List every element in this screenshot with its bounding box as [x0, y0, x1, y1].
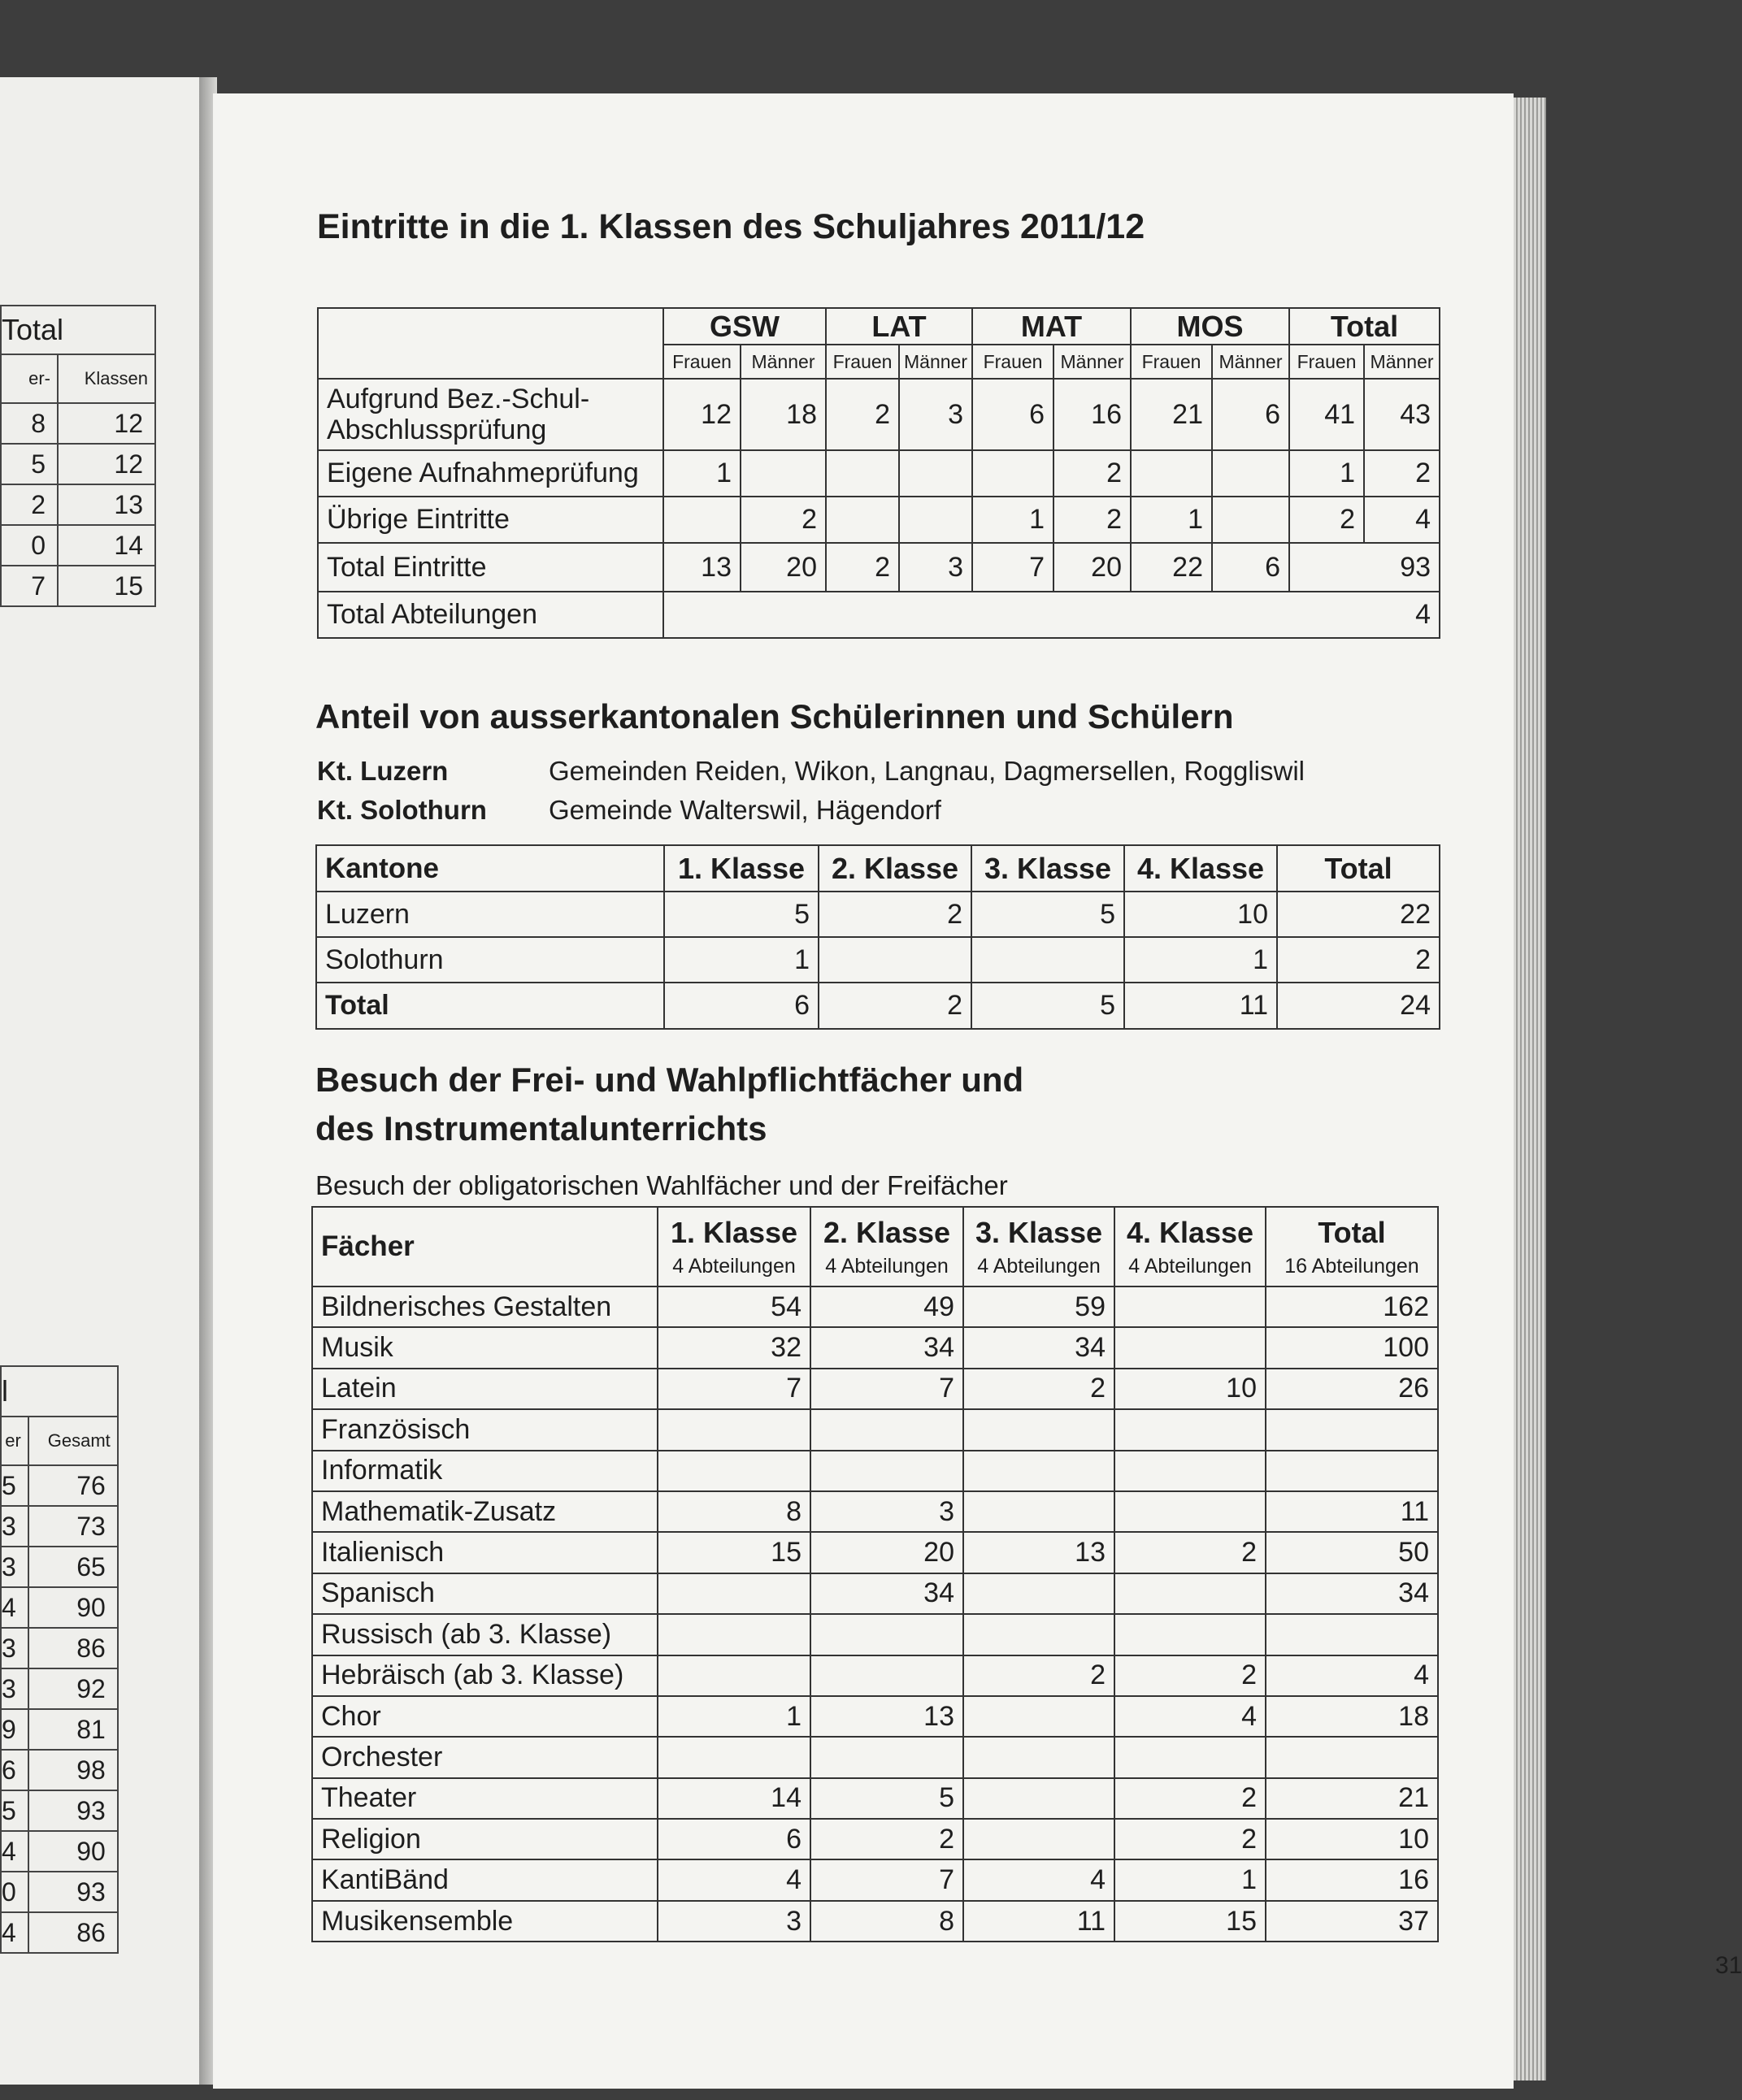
- table-row: [312, 1778, 1438, 1819]
- subject-label: Italienisch: [312, 1532, 658, 1573]
- left-table-2-header: l: [1, 1366, 118, 1417]
- table-row: 4 90: [1, 1831, 118, 1872]
- count-cell: 34: [963, 1327, 1114, 1368]
- table-row: [312, 1491, 1438, 1532]
- count-cell: [810, 1614, 963, 1655]
- count-cell: 2: [963, 1655, 1114, 1696]
- table-row: [312, 1614, 1438, 1655]
- count-cell: 18: [1266, 1696, 1438, 1737]
- count-cell: 2: [810, 1819, 963, 1859]
- count-cell: [963, 1409, 1114, 1450]
- table-row: Übrige Eintritte 2 1 2 1 2 4: [318, 497, 1440, 543]
- count-cell: [963, 1491, 1114, 1532]
- count-cell: 162: [1266, 1286, 1438, 1327]
- subject-label: KantiBänd: [312, 1859, 658, 1900]
- group-mat: MAT: [972, 308, 1131, 345]
- col-kantone: Kantone: [316, 845, 664, 892]
- count-cell: 4: [1114, 1696, 1266, 1737]
- count-cell: 7: [810, 1369, 963, 1409]
- group-mos: MOS: [1131, 308, 1289, 345]
- left-table-1: Total er- Klassen 8 12 5 12 2 13 0 14 7 15: [0, 305, 156, 607]
- count-cell: 21: [1266, 1778, 1438, 1819]
- count-cell: 59: [963, 1286, 1114, 1327]
- col-faecher: Fächer: [312, 1207, 658, 1286]
- table-row: 3 86: [1, 1628, 118, 1668]
- table-row: [312, 1286, 1438, 1327]
- count-cell: 15: [658, 1532, 810, 1573]
- subject-label: Bildnerisches Gestalten: [312, 1286, 658, 1327]
- table-row: [312, 1573, 1438, 1614]
- count-cell: 37: [1266, 1901, 1438, 1942]
- count-cell: [658, 1614, 810, 1655]
- count-cell: 50: [1266, 1532, 1438, 1573]
- count-cell: 11: [963, 1901, 1114, 1942]
- group-total: Total: [1289, 308, 1440, 345]
- entries-table: GSW LAT MAT MOS Total Frauen Männer Frauen Männer Frauen Männer Frauen Männer Frauen Männer Aufgrund Bez.-Schul-Abschlussprüfung 12 18 2 3 6 16 21 6 41 43 Eigene Aufnahmeprüfung 1 2 1 2 Übrige Eintritte 2 1 2 1 2 4 Total Eintritte 13 20 2 3 7 20 22 6 93 Total Abteilungen 4: [317, 307, 1440, 639]
- count-cell: 34: [1266, 1573, 1438, 1614]
- table-row: 4 90: [1, 1587, 118, 1628]
- count-cell: 10: [1266, 1819, 1438, 1859]
- table-row: 6 98: [1, 1750, 118, 1790]
- table-row: 3 65: [1, 1547, 118, 1587]
- table-row: [312, 1819, 1438, 1859]
- subject-label: Spanisch: [312, 1573, 658, 1614]
- table-row: Total Abteilungen 4: [318, 592, 1440, 638]
- count-cell: 20: [810, 1532, 963, 1573]
- count-cell: 8: [810, 1901, 963, 1942]
- table-row: [312, 1655, 1438, 1696]
- table-row: Solothurn 1 1 2: [316, 937, 1440, 983]
- count-cell: [1114, 1286, 1266, 1327]
- table-row: Aufgrund Bez.-Schul-Abschlussprüfung 12 18 2 3 6 16 21 6 41 43: [318, 379, 1440, 450]
- table-row: [312, 1409, 1438, 1450]
- section-subtitle: Besuch der obligatorischen Wahlfächer und der Freifächer: [315, 1170, 1008, 1200]
- count-cell: 10: [1114, 1369, 1266, 1409]
- kt-solothurn: Kt. Solothurn Gemeinde Walterswil, Hägendorf: [317, 795, 941, 825]
- count-cell: [658, 1573, 810, 1614]
- count-cell: [963, 1819, 1114, 1859]
- count-cell: 49: [810, 1286, 963, 1327]
- count-cell: [658, 1737, 810, 1777]
- table-row: 4 86: [1, 1912, 118, 1953]
- count-cell: [810, 1655, 963, 1696]
- faecher-table: Fächer 1. Klasse 4 Abteilungen 2. Klasse 4 Abteilungen 3. Klasse 4 Abteilungen 4. Klasse 4 Abteilungen Total 16 Abteilungen Bildnerisches Gestalten 54 49 59 162 Musik 32 34 34 100 Latein 7 7 2 10 26 Französisch Informatik Mathematik-Zusatz 8 3 11 Italienisch 15 20 13 2 50 Spanisch 34 34 Russisch (ab 3. Klasse) Hebräisch (ab 3. Klasse) 2 2 4 Chor 1 13 4 18 Orchester Theater 14 5 2 21 Religion 6 2 2 10 KantiBänd 4 7 4 1 16 Musikensemble 3 8 11 15 37: [311, 1206, 1439, 1942]
- count-cell: [1114, 1573, 1266, 1614]
- table-row: 7 15: [1, 566, 155, 606]
- count-cell: [1266, 1614, 1438, 1655]
- table-row: 8 12: [1, 403, 155, 444]
- subject-label: Musikensemble: [312, 1901, 658, 1942]
- table-row: 9 81: [1, 1709, 118, 1750]
- left-page-fragment: [0, 77, 203, 2085]
- count-cell: [963, 1573, 1114, 1614]
- subject-label: Latein: [312, 1369, 658, 1409]
- count-cell: 2: [963, 1369, 1114, 1409]
- count-cell: 13: [810, 1696, 963, 1737]
- count-cell: 1: [658, 1696, 810, 1737]
- table-row: Total 6 2 5 11 24: [316, 983, 1440, 1029]
- count-cell: 6: [658, 1819, 810, 1859]
- count-cell: [810, 1409, 963, 1450]
- table-row: [312, 1532, 1438, 1573]
- section-title-ausserkantonal: Anteil von ausserkantonalen Schülerinnen und Schülern: [315, 697, 1234, 735]
- count-cell: 32: [658, 1327, 810, 1368]
- subject-label: Hebräisch (ab 3. Klasse): [312, 1655, 658, 1696]
- subject-label: Mathematik-Zusatz: [312, 1491, 658, 1532]
- subject-label: Orchester: [312, 1737, 658, 1777]
- page-title: Eintritte in die 1. Klassen des Schuljahres 2011/12: [317, 207, 1145, 246]
- count-cell: [1114, 1491, 1266, 1532]
- count-cell: [810, 1451, 963, 1491]
- table-row: [312, 1451, 1438, 1491]
- count-cell: [1266, 1737, 1438, 1777]
- table-row: 0 93: [1, 1872, 118, 1912]
- count-cell: 2: [1114, 1819, 1266, 1859]
- table-row: [312, 1859, 1438, 1900]
- count-cell: 13: [963, 1532, 1114, 1573]
- table-row: [312, 1369, 1438, 1409]
- left-table-1-header: Total: [1, 306, 155, 354]
- count-cell: [963, 1737, 1114, 1777]
- table-row: 2 13: [1, 484, 155, 525]
- count-cell: [963, 1614, 1114, 1655]
- count-cell: 100: [1266, 1327, 1438, 1368]
- table-row: 5 76: [1, 1465, 118, 1506]
- table-row: [312, 1901, 1438, 1942]
- table-row: Total Eintritte 13 20 2 3 7 20 22 6 93: [318, 543, 1440, 592]
- count-cell: [1266, 1451, 1438, 1491]
- count-cell: 4: [963, 1859, 1114, 1900]
- subject-label: Theater: [312, 1778, 658, 1819]
- count-cell: 2: [1114, 1655, 1266, 1696]
- count-cell: [1114, 1614, 1266, 1655]
- count-cell: [1266, 1409, 1438, 1450]
- page-edges: [1514, 98, 1546, 2080]
- kantone-table: Kantone 1. Klasse 2. Klasse 3. Klasse 4. Klasse Total Luzern 5 2 5 10 22 Solothurn 1 1 2 Total 6 2 5 11 24: [315, 844, 1440, 1030]
- count-cell: [1114, 1327, 1266, 1368]
- count-cell: [963, 1778, 1114, 1819]
- table-row: 3 92: [1, 1668, 118, 1709]
- kt-luzern: Kt. Luzern Gemeinden Reiden, Wikon, Langnau, Dagmersellen, Roggliswil: [317, 756, 1305, 786]
- count-cell: 11: [1266, 1491, 1438, 1532]
- table-row: 5 93: [1, 1790, 118, 1831]
- table-row: [312, 1696, 1438, 1737]
- left-table-2: l er Gesamt 5 76 3 73 3 65 4 90 3 86 3 92 9 81 6 98 5 93 4 90 0 93 4 86: [0, 1365, 119, 1954]
- count-cell: [658, 1655, 810, 1696]
- count-cell: 54: [658, 1286, 810, 1327]
- count-cell: 4: [1266, 1655, 1438, 1696]
- count-cell: 3: [810, 1491, 963, 1532]
- count-cell: 16: [1266, 1859, 1438, 1900]
- table-row: [312, 1737, 1438, 1777]
- count-cell: 1: [1114, 1859, 1266, 1900]
- group-lat: LAT: [826, 308, 972, 345]
- count-cell: 15: [1114, 1901, 1266, 1942]
- count-cell: [963, 1696, 1114, 1737]
- subject-label: Russisch (ab 3. Klasse): [312, 1614, 658, 1655]
- count-cell: [658, 1451, 810, 1491]
- count-cell: 2: [1114, 1778, 1266, 1819]
- count-cell: 34: [810, 1573, 963, 1614]
- count-cell: [810, 1737, 963, 1777]
- section-title-wahlfaecher-line1: Besuch der Frei- und Wahlpflichtfächer und: [315, 1061, 1024, 1099]
- section-title-wahlfaecher-line2: des Instrumentalunterrichts: [315, 1109, 767, 1148]
- count-cell: 34: [810, 1327, 963, 1368]
- table-row: Luzern 5 2 5 10 22: [316, 892, 1440, 937]
- count-cell: 14: [658, 1778, 810, 1819]
- table-row: 5 12: [1, 444, 155, 484]
- subject-label: Musik: [312, 1327, 658, 1368]
- group-gsw: GSW: [663, 308, 826, 345]
- count-cell: 8: [658, 1491, 810, 1532]
- count-cell: 2: [1114, 1532, 1266, 1573]
- count-cell: [1114, 1409, 1266, 1450]
- count-cell: 5: [810, 1778, 963, 1819]
- count-cell: 4: [658, 1859, 810, 1900]
- subject-label: Französisch: [312, 1409, 658, 1450]
- subject-label: Religion: [312, 1819, 658, 1859]
- count-cell: [963, 1451, 1114, 1491]
- subject-label: Chor: [312, 1696, 658, 1737]
- page-number: 31: [1715, 1952, 1742, 1979]
- count-cell: 3: [658, 1901, 810, 1942]
- count-cell: 7: [810, 1859, 963, 1900]
- table-row: 0 14: [1, 525, 155, 566]
- count-cell: [658, 1409, 810, 1450]
- subject-label: Informatik: [312, 1451, 658, 1491]
- count-cell: [1114, 1737, 1266, 1777]
- count-cell: 26: [1266, 1369, 1438, 1409]
- table-row: Eigene Aufnahmeprüfung 1 2 1 2: [318, 450, 1440, 497]
- table-row: [312, 1327, 1438, 1368]
- count-cell: [1114, 1451, 1266, 1491]
- count-cell: 7: [658, 1369, 810, 1409]
- table-row: 3 73: [1, 1506, 118, 1547]
